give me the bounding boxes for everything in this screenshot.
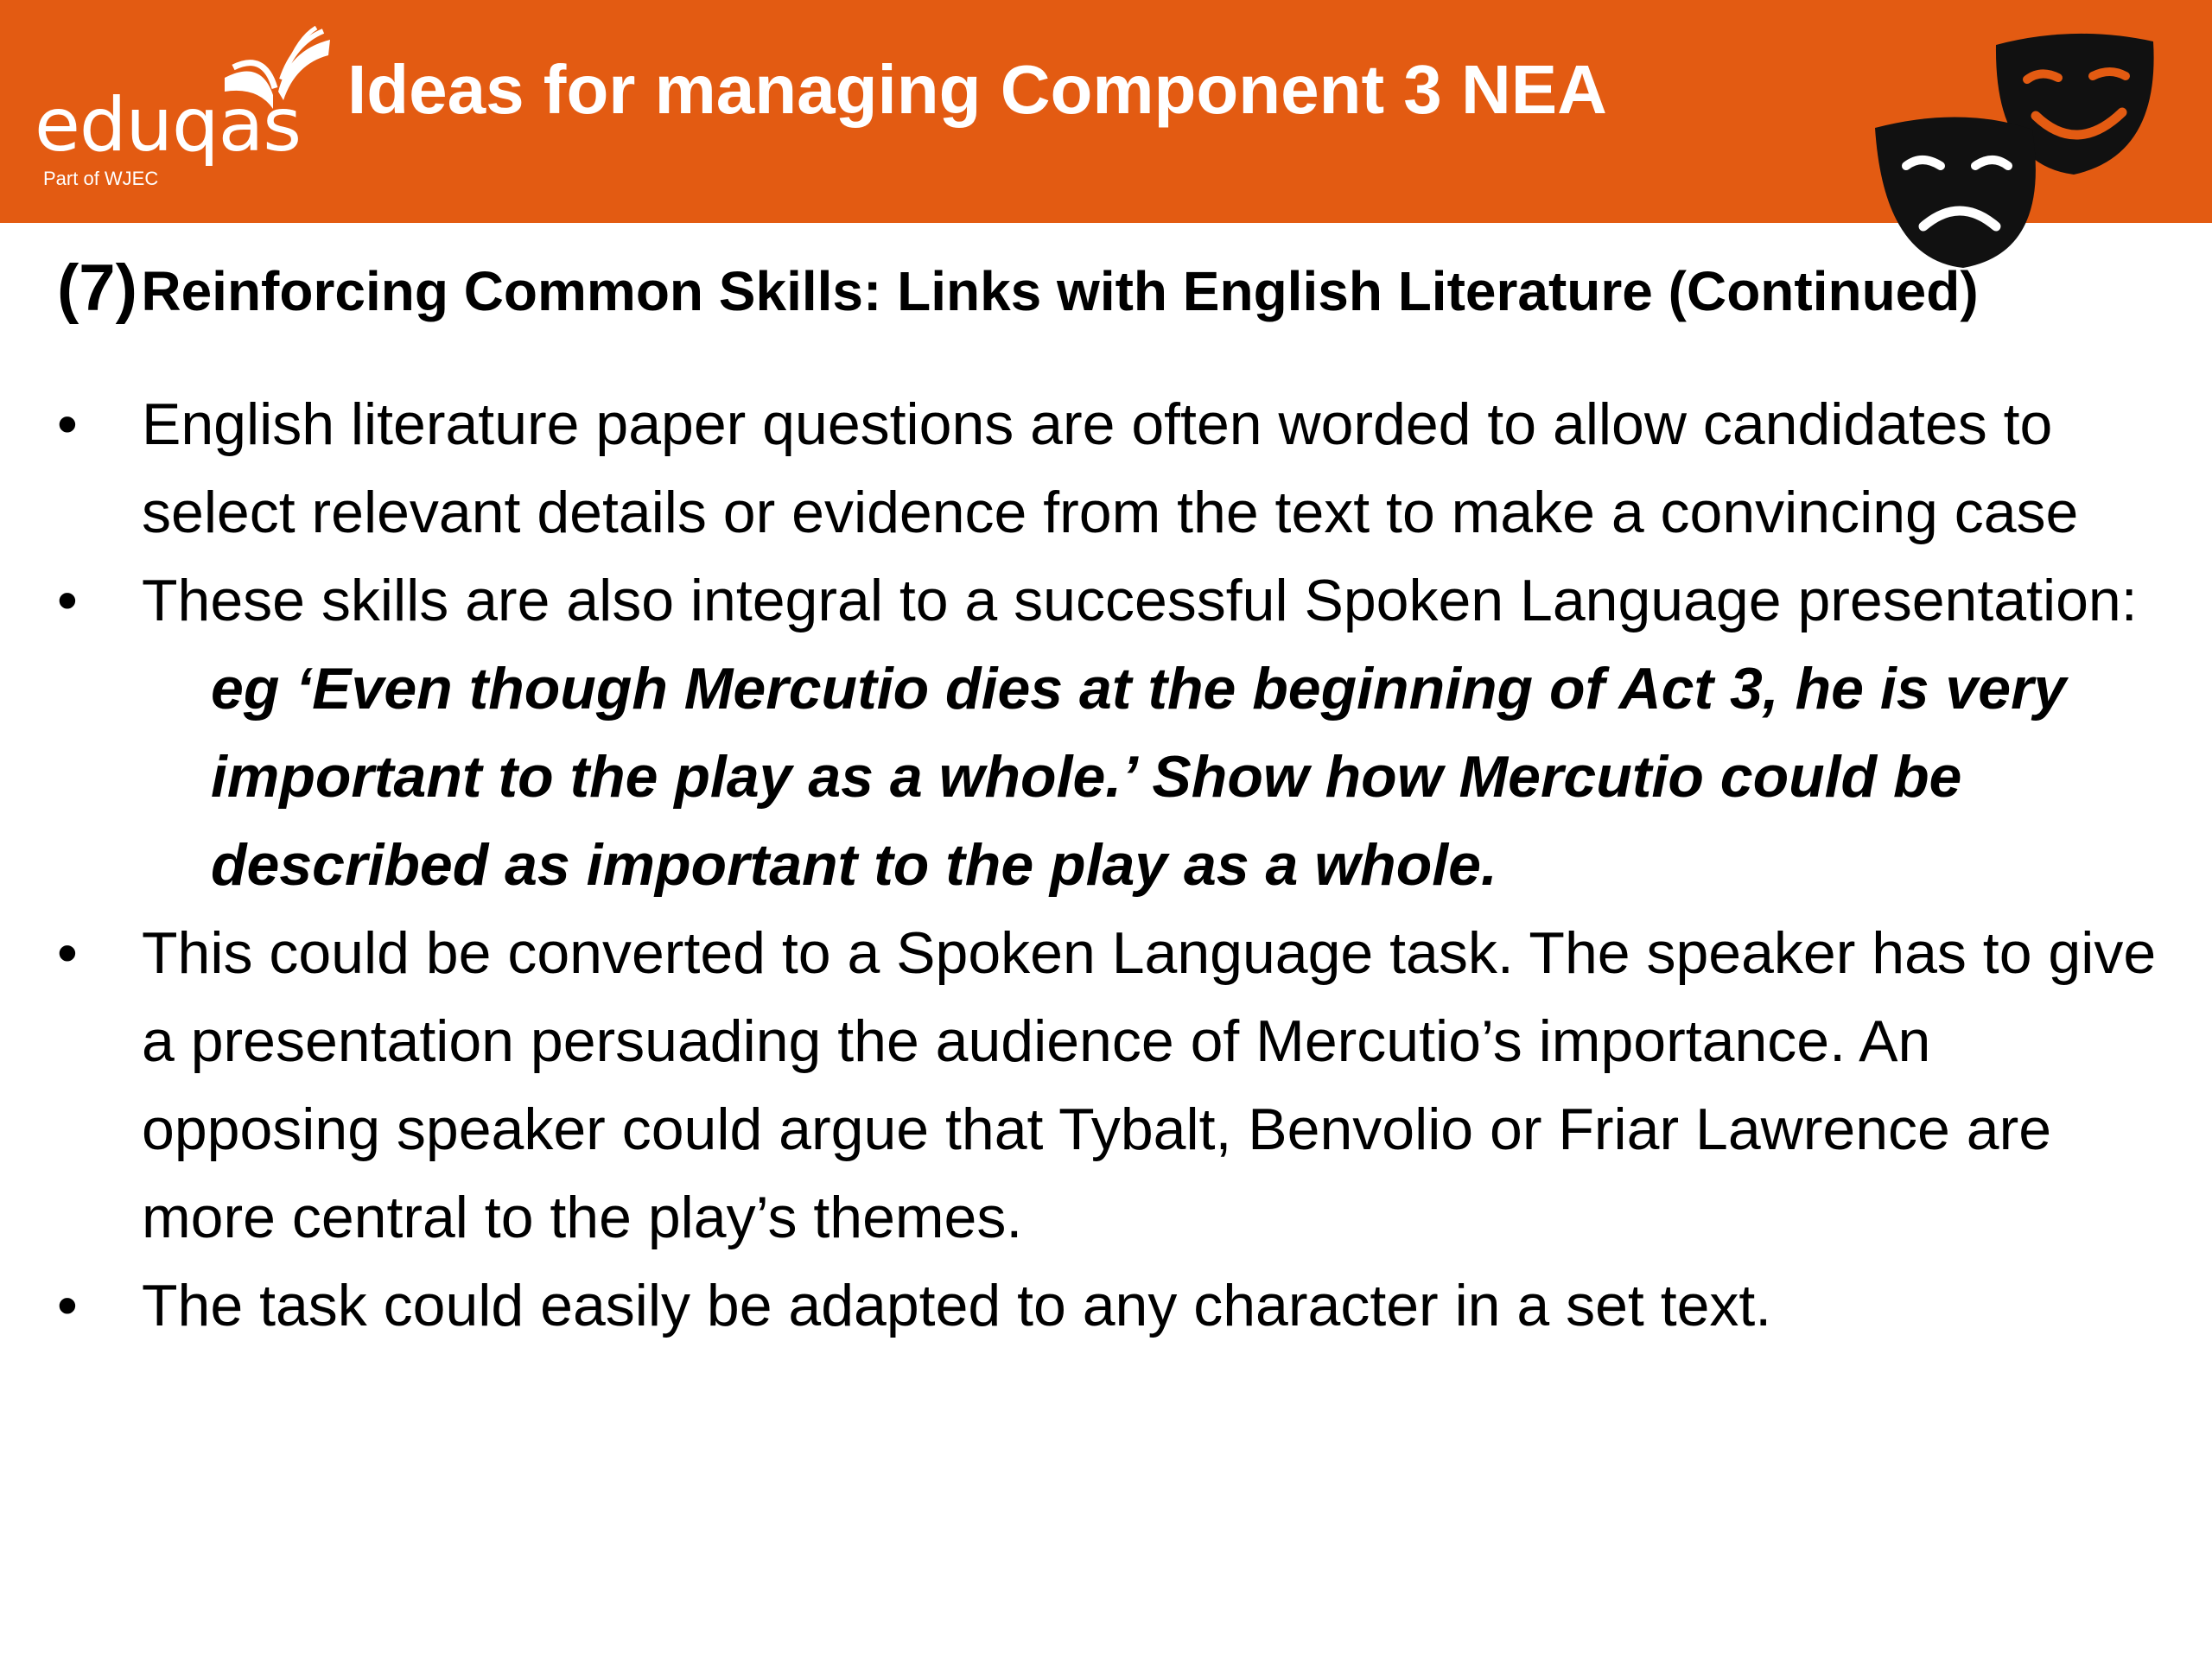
list-item: [57, 380, 2165, 556]
logo-wordmark: eduqas: [35, 82, 302, 168]
subtitle-number: (7): [57, 251, 137, 325]
logo-subtext: Part of WJEC: [43, 168, 159, 189]
subtitle-text: Reinforcing Common Skills: Links with English Literature (Continued): [141, 260, 1979, 322]
bullet-icon: •: [57, 391, 78, 457]
eduqas-logo: [35, 26, 346, 199]
list-item: [57, 1262, 2165, 1350]
bullet-text: These skills are also integral to a successful Spoken Language presentation:: [142, 568, 2138, 633]
example-quote: eg ‘Even though Mercutio dies at the beginning of Act 3, he is very important to the play as a whole.’ Show how Mercutio could be described as important to the play as a whole.: [211, 656, 2067, 898]
bullet-text: The task could easily be adapted to any character in a set text.: [142, 1273, 1772, 1338]
bullet-text: This could be converted to a Spoken Language task. The speaker has to give a presentation persuading the audience of Mercutio’s importance. An opposing speaker could argue that Tybalt, Benvolio or Friar Lawrence are more central to the play’s themes.: [142, 920, 2157, 1250]
bullet-text: English literature paper questions are often worded to allow candidates to select relevant details or evidence from the text to make a convincing case: [142, 391, 2079, 545]
bullet-icon: •: [57, 568, 78, 633]
list-item: [57, 909, 2165, 1262]
list-item: [57, 556, 2165, 645]
theatre-masks-icon: [1866, 26, 2160, 276]
slide-subtitle: [57, 251, 1979, 325]
bullet-icon: •: [57, 920, 78, 986]
bullet-list: [57, 380, 2165, 1350]
bullet-icon: •: [57, 1273, 78, 1338]
page-title: Ideas for managing Component 3 NEA: [347, 51, 1607, 128]
